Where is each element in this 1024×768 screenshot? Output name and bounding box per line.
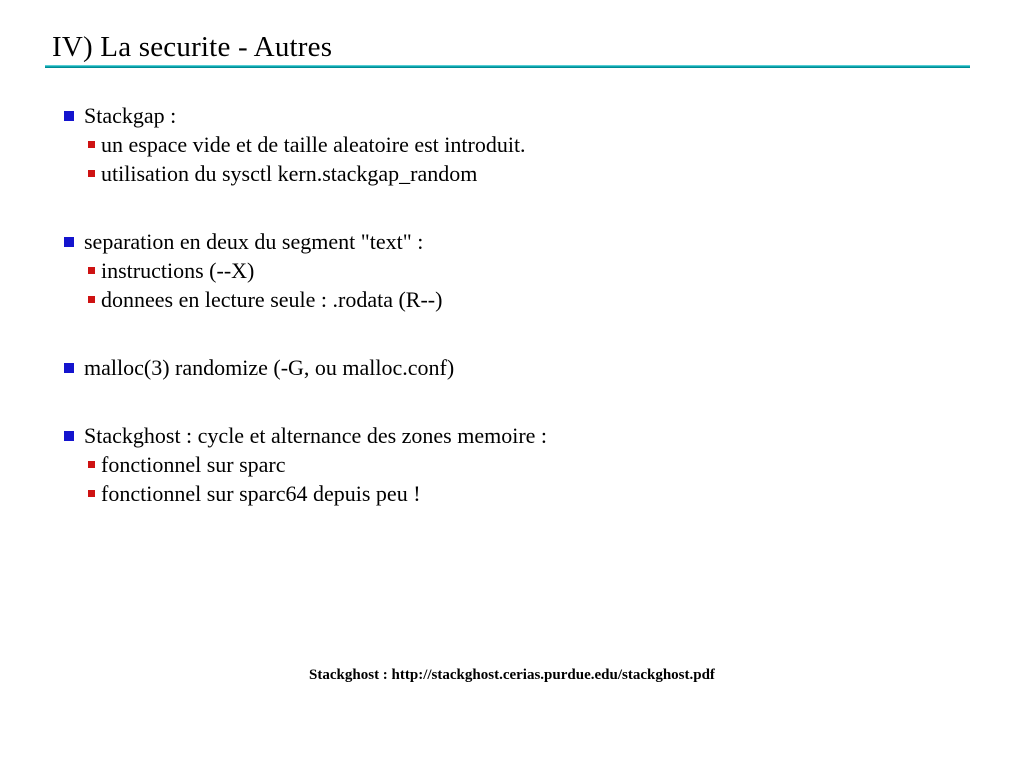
- list-item: [0, 421, 1024, 450]
- list-subitem: [0, 130, 1024, 159]
- list-item-text: malloc(3) randomize (-G, ou malloc.conf): [84, 354, 455, 380]
- list-subitem: [0, 256, 1024, 285]
- list-item-text: fonctionnel sur sparc: [101, 451, 286, 477]
- list-subitem: [0, 285, 1024, 314]
- bullet-group-stackgap: [0, 101, 1024, 188]
- list-item-text: fonctionnel sur sparc64 depuis peu !: [101, 480, 421, 506]
- list-item-text: separation en deux du segment "text" :: [84, 228, 424, 254]
- list-item-text: un espace vide et de taille aleatoire est introduit.: [101, 131, 526, 157]
- bullet-square-icon: [64, 363, 74, 373]
- bullet-group-malloc: [0, 353, 1024, 382]
- list-item-text: Stackghost : cycle et alternance des zones memoire :: [84, 422, 548, 448]
- bullet-square-icon: [88, 141, 95, 148]
- list-item: [0, 353, 1024, 382]
- bullet-square-icon: [88, 296, 95, 303]
- list-item-text: instructions (--X): [101, 257, 255, 283]
- bullet-square-icon: [88, 461, 95, 468]
- list-item: [0, 227, 1024, 256]
- list-subitem: [0, 159, 1024, 188]
- list-item-text: donnees en lecture seule : .rodata (R--): [101, 286, 443, 312]
- bullet-square-icon: [88, 490, 95, 497]
- bullet-square-icon: [64, 237, 74, 247]
- bullet-square-icon: [88, 267, 95, 274]
- bullet-square-icon: [88, 170, 95, 177]
- bullet-group-separation: [0, 227, 1024, 314]
- bullet-square-icon: [64, 111, 74, 121]
- list-item-text: Stackgap :: [84, 102, 177, 128]
- footer-note: Stackghost : http://stackghost.cerias.purdue.edu/stackghost.pdf: [309, 667, 715, 683]
- list-subitem: [0, 450, 1024, 479]
- title-underline: [45, 65, 970, 68]
- list-item-text: utilisation du sysctl kern.stackgap_random: [101, 160, 478, 186]
- bullet-square-icon: [64, 431, 74, 441]
- list-item: [0, 101, 1024, 130]
- bullet-group-stackghost: [0, 421, 1024, 508]
- page-title: IV) La securite - Autres: [52, 31, 333, 63]
- list-subitem: [0, 479, 1024, 508]
